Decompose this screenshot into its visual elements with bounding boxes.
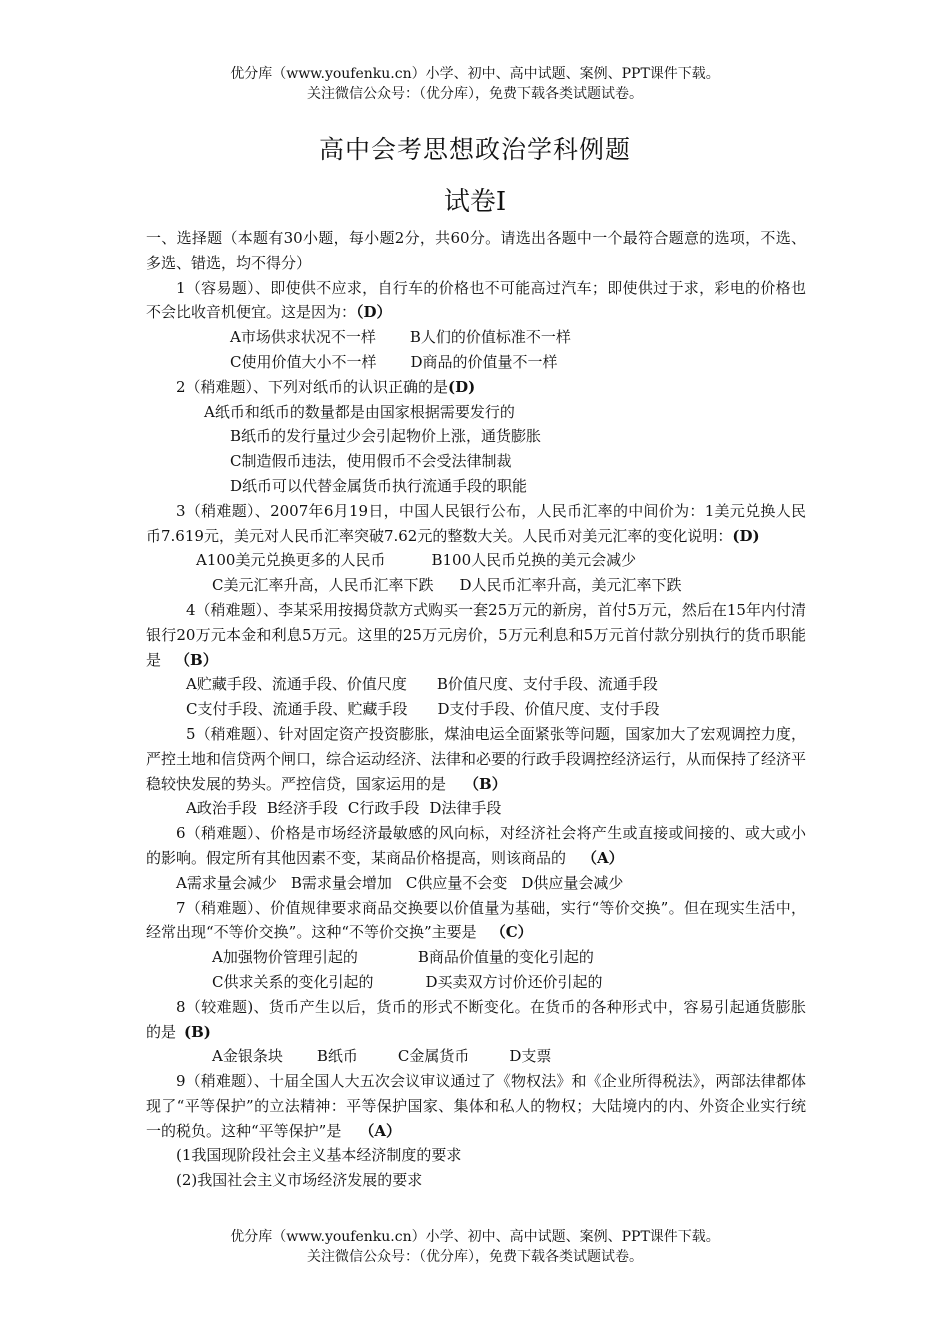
- option-d: D买卖双方讨价还价引起的: [425, 972, 603, 991]
- question-8-options: [146, 1044, 806, 1069]
- footer-line-1: 优分库（www.youfenku.cn）小学、初中、高中试题、案例、PPT课件下载。: [230, 1229, 720, 1245]
- footer-line-2: 关注微信公众号：（优分库），免费下载各类试题试卷。: [307, 1249, 643, 1265]
- question-7-answer: （C）: [490, 923, 533, 942]
- question-2-option-c: C制造假币违法，使用假币不会受法律制裁: [230, 452, 512, 471]
- option-c: C供求关系的变化引起的: [212, 972, 374, 991]
- question-1-answer: （D）: [356, 303, 392, 322]
- question-5: [146, 722, 806, 796]
- option-b: B人们的价值标准不一样: [409, 328, 571, 347]
- option-c: C使用价值大小不一样: [230, 352, 377, 371]
- question-3-options-row-1: [146, 548, 806, 573]
- question-6-options: [146, 871, 806, 896]
- question-9-option-1: (1我国现阶段社会主义基本经济制度的要求: [176, 1146, 462, 1165]
- question-6: [146, 821, 806, 871]
- question-5-stem: 5（稍难题）、针对固定资产投资膨胀，煤油电运全面紧张等问题，国家加大了宏观调控力度，严控土地和信贷两个闸口，综合运动经济、法律和必要的行政手段调控经济运行，从而保持了经济平稳较快发展的势头。严控信贷，国家运用的是: [146, 724, 807, 793]
- option-d: D供应量会减少: [521, 873, 624, 892]
- question-4-options-row-2: [146, 697, 806, 722]
- page-footer: [0, 1227, 950, 1267]
- question-4-options-row-1: [146, 672, 806, 697]
- option-a: A市场供求状况不一样: [230, 328, 376, 347]
- option-c: C美元汇率升高，人民币汇率下跌: [212, 576, 434, 595]
- header-line-1: 优分库（www.youfenku.cn）小学、初中、高中试题、案例、PPT课件下载。: [230, 66, 720, 82]
- question-9-answer: （A）: [359, 1121, 401, 1140]
- question-3-stem: 3（稍难题）、2007年6月19日，中国人民银行公布，人民币汇率的中间价为：1美元兑换人民币7.619元，美元对人民币汇率突破7.62元的整数大关。人民币对美元汇率的变化说明：: [146, 501, 806, 545]
- option-d: D支票: [509, 1047, 552, 1066]
- question-8-answer: (B): [184, 1022, 211, 1041]
- option-b: B需求量会增加: [290, 873, 392, 892]
- option-b: B100人民币兑换的美元会减少: [431, 551, 637, 570]
- question-2-answer: (D): [448, 377, 476, 396]
- question-9-stem: 9（稍难题）、十届全国人大五次会议审议通过了《物权法》和《企业所得税法》，两部法律都体现了“平等保护”的立法精神：平等保护国家、集体和私人的物权；大陆境内的内、外资企业实行统一的税负。这种“平等保护”是: [146, 1072, 806, 1140]
- option-a: A贮藏手段、流通手段、价值尺度: [186, 675, 407, 694]
- question-8: [146, 995, 806, 1045]
- header-line-2: 关注微信公众号：（优分库），免费下载各类试题试卷。: [307, 86, 643, 102]
- option-b: B商品价值量的变化引起的: [417, 948, 594, 967]
- question-7-stem: 7（稍难题）、价值规律要求商品交换要以价值量为基础，实行“等价交换”。但在现实生活中，经常出现“不等价交换”。这种“不等价交换”主要是: [146, 898, 806, 942]
- option-a: A金银条块: [212, 1047, 283, 1066]
- option-b: B纸币: [316, 1047, 358, 1066]
- question-1-options-row-1: [146, 325, 806, 350]
- document-title: 高中会考思想政治学科例题: [318, 135, 631, 164]
- section-heading: 一、选择题（本题有30小题，每小题2分，共60分。请选出各题中一个最符合题意的选项，不选、多选、错选，均不得分）: [146, 229, 806, 272]
- option-d: D法律手段: [429, 799, 502, 818]
- document-body: [146, 226, 806, 1193]
- question-1-options-row-2: [146, 350, 806, 375]
- option-d: D商品的价值量不一样: [410, 352, 558, 371]
- question-2-option-d: D纸币可以代替金属货币执行流通手段的职能: [230, 476, 528, 495]
- option-d: D人民币汇率升高，美元汇率下跌: [459, 576, 682, 595]
- question-4: [146, 598, 806, 672]
- option-a: A政治手段: [186, 799, 257, 818]
- question-3-options-row-2: [146, 573, 806, 598]
- page-header: [0, 64, 950, 104]
- question-3: [146, 499, 806, 549]
- option-b: B价值尺度、支付手段、流通手段: [436, 675, 658, 694]
- question-5-answer: （B）: [464, 774, 507, 793]
- question-1-stem: 1（容易题）、即使供不应求，自行车的价格也不可能高过汽车；即使供过于求，彩电的价格也不会比收音机便宜。这是因为：: [146, 278, 806, 322]
- question-7-options-row-2: [146, 970, 806, 995]
- option-d: D支付手段、价值尺度、支付手段: [437, 700, 660, 719]
- question-5-options: [146, 796, 806, 821]
- option-c: C供应量不会变: [405, 873, 508, 892]
- question-6-stem: 6（稍难题）、价格是市场经济最敏感的风向标，对经济社会将产生或直接或间接的、或大或小的影响。假定所有其他因素不变，某商品价格提高，则该商品的: [146, 824, 806, 867]
- option-c: C支付手段、流通手段、贮藏手段: [186, 700, 408, 719]
- option-c: C金属货币: [397, 1047, 470, 1066]
- question-7-options-row-1: [146, 945, 806, 970]
- question-9-option-2: (2)我国社会主义市场经济发展的要求: [176, 1171, 423, 1190]
- question-6-answer: （A）: [582, 848, 624, 867]
- question-2-stem: 2（稍难题）、下列对纸币的认识正确的是: [176, 377, 449, 396]
- question-4-answer: （B）: [175, 650, 218, 669]
- question-2-option-b: B纸币的发行量过少会引起物价上涨，通货膨胀: [230, 427, 542, 446]
- option-a: A加强物价管理引起的: [212, 948, 358, 967]
- question-7: [146, 896, 806, 946]
- option-b: B经济手段: [266, 799, 338, 818]
- question-8-stem: 8（较难题)、货币产生以后，货币的形式不断变化。在货币的各种形式中，容易引起通货膨胀的是: [146, 997, 806, 1041]
- option-a: A100美元兑换更多的人民币: [196, 551, 386, 570]
- question-1: [146, 276, 806, 326]
- document-subtitle: 试卷Ⅰ: [443, 187, 507, 217]
- question-3-answer: (D): [732, 526, 760, 545]
- option-c: C行政手段: [347, 799, 420, 818]
- question-2: [146, 375, 806, 400]
- question-4-stem: 4（稍难题）、李某采用按揭贷款方式购买一套25万元的新房，首付5万元，然后在15年内付清银行20万元本金和利息5万元。这里的25万元房价，5万元利息和5万元首付款分别执行的货币职能是: [146, 600, 806, 669]
- question-2-option-a: A纸币和纸币的数量都是由国家根据需要发行的: [204, 402, 515, 421]
- question-9: [146, 1069, 806, 1143]
- option-a: A需求量会减少: [176, 873, 277, 892]
